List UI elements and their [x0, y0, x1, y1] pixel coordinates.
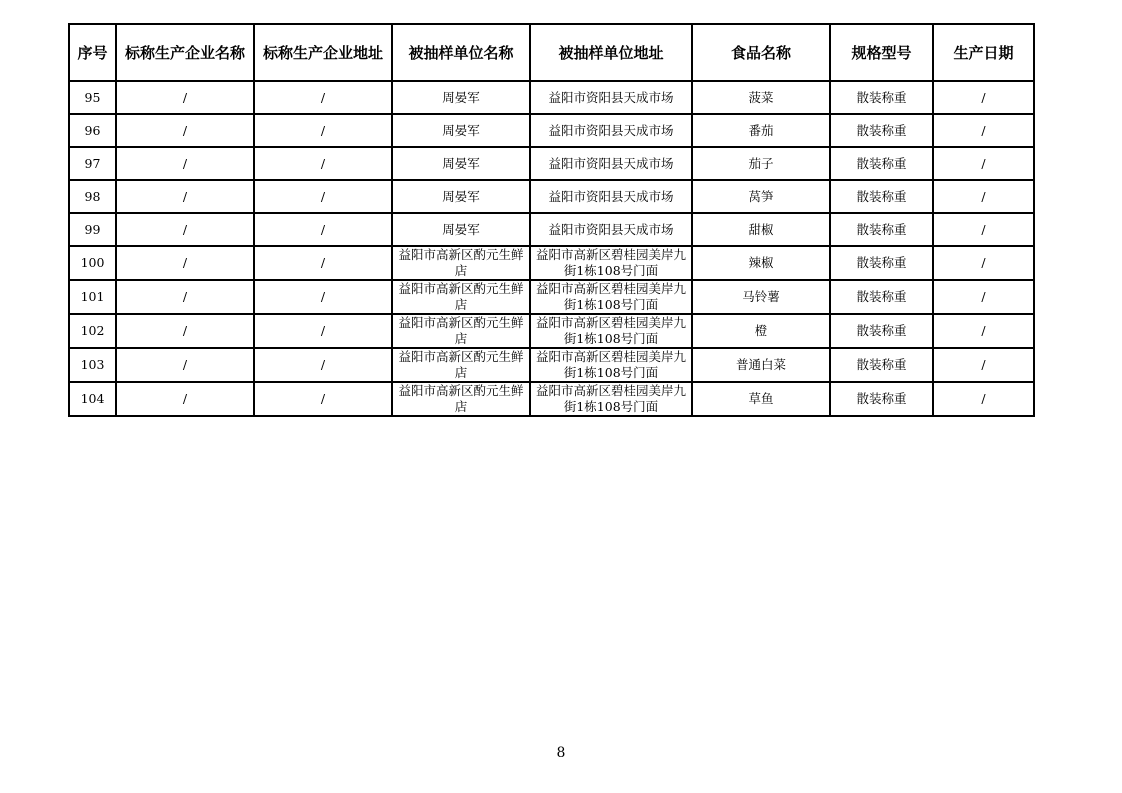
cell-specification: 散装称重 — [830, 147, 933, 180]
cell-sampled-unit-name: 益阳市高新区酌元生鲜店 — [392, 280, 530, 314]
cell-specification: 散装称重 — [830, 382, 933, 416]
cell-manufacturer-address: / — [254, 348, 392, 382]
cell-food-name: 马铃薯 — [692, 280, 830, 314]
cell-serial: 100 — [69, 246, 116, 280]
cell-manufacturer-name: / — [116, 147, 254, 180]
cell-sampled-unit-address: 益阳市资阳县天成市场 — [530, 180, 692, 213]
cell-food-name: 橙 — [692, 314, 830, 348]
table-row — [69, 180, 1034, 213]
cell-specification: 散装称重 — [830, 246, 933, 280]
cell-sampled-unit-name: 周晏军 — [392, 147, 530, 180]
col-header-manufacturer-name: 标称生产企业名称 — [116, 24, 254, 81]
table-row — [69, 348, 1034, 382]
col-header-sampled-unit-address: 被抽样单位地址 — [530, 24, 692, 81]
cell-manufacturer-name: / — [116, 348, 254, 382]
cell-sampled-unit-name: 周晏军 — [392, 213, 530, 246]
cell-manufacturer-name: / — [116, 314, 254, 348]
cell-production-date: / — [933, 81, 1034, 114]
cell-sampled-unit-address: 益阳市高新区碧桂园美岸九街1栋108号门面 — [530, 314, 692, 348]
table-row — [69, 280, 1034, 314]
cell-food-name: 莴笋 — [692, 180, 830, 213]
cell-serial: 99 — [69, 213, 116, 246]
cell-food-name: 普通白菜 — [692, 348, 830, 382]
cell-production-date: / — [933, 348, 1034, 382]
cell-sampled-unit-address: 益阳市资阳县天成市场 — [530, 147, 692, 180]
cell-sampled-unit-address: 益阳市高新区碧桂园美岸九街1栋108号门面 — [530, 280, 692, 314]
cell-serial: 97 — [69, 147, 116, 180]
cell-production-date: / — [933, 382, 1034, 416]
cell-food-name: 甜椒 — [692, 213, 830, 246]
cell-food-name: 茄子 — [692, 147, 830, 180]
cell-sampled-unit-address: 益阳市高新区碧桂园美岸九街1栋108号门面 — [530, 382, 692, 416]
cell-production-date: / — [933, 280, 1034, 314]
cell-manufacturer-address: / — [254, 180, 392, 213]
cell-specification: 散装称重 — [830, 280, 933, 314]
cell-manufacturer-name: / — [116, 280, 254, 314]
cell-specification: 散装称重 — [830, 348, 933, 382]
cell-sampled-unit-address: 益阳市资阳县天成市场 — [530, 81, 692, 114]
table-row — [69, 314, 1034, 348]
sampling-results-table — [68, 23, 1035, 417]
cell-manufacturer-name: / — [116, 213, 254, 246]
cell-sampled-unit-address: 益阳市高新区碧桂园美岸九街1栋108号门面 — [530, 348, 692, 382]
cell-manufacturer-address: / — [254, 213, 392, 246]
cell-production-date: / — [933, 246, 1034, 280]
table-row — [69, 246, 1034, 280]
cell-manufacturer-address: / — [254, 81, 392, 114]
cell-sampled-unit-name: 益阳市高新区酌元生鲜店 — [392, 348, 530, 382]
cell-food-name: 菠菜 — [692, 81, 830, 114]
cell-manufacturer-address: / — [254, 147, 392, 180]
col-header-manufacturer-address: 标称生产企业地址 — [254, 24, 392, 81]
cell-serial: 96 — [69, 114, 116, 147]
cell-manufacturer-address: / — [254, 314, 392, 348]
cell-sampled-unit-name: 周晏军 — [392, 114, 530, 147]
cell-serial: 95 — [69, 81, 116, 114]
cell-specification: 散装称重 — [830, 180, 933, 213]
cell-manufacturer-name: / — [116, 81, 254, 114]
cell-production-date: / — [933, 213, 1034, 246]
cell-serial: 104 — [69, 382, 116, 416]
header-row — [69, 24, 1034, 81]
col-header-food-name: 食品名称 — [692, 24, 830, 81]
cell-production-date: / — [933, 147, 1034, 180]
cell-sampled-unit-address: 益阳市资阳县天成市场 — [530, 213, 692, 246]
cell-manufacturer-name: / — [116, 246, 254, 280]
cell-food-name: 草鱼 — [692, 382, 830, 416]
cell-sampled-unit-name: 益阳市高新区酌元生鲜店 — [392, 382, 530, 416]
cell-specification: 散装称重 — [830, 114, 933, 147]
cell-specification: 散装称重 — [830, 81, 933, 114]
cell-manufacturer-address: / — [254, 382, 392, 416]
cell-sampled-unit-name: 益阳市高新区酌元生鲜店 — [392, 314, 530, 348]
cell-serial: 102 — [69, 314, 116, 348]
table-row — [69, 382, 1034, 416]
cell-sampled-unit-name: 益阳市高新区酌元生鲜店 — [392, 246, 530, 280]
cell-production-date: / — [933, 314, 1034, 348]
table-row — [69, 213, 1034, 246]
cell-specification: 散装称重 — [830, 314, 933, 348]
cell-food-name: 辣椒 — [692, 246, 830, 280]
col-header-production-date: 生产日期 — [933, 24, 1034, 81]
table-row — [69, 114, 1034, 147]
cell-sampled-unit-address: 益阳市资阳县天成市场 — [530, 114, 692, 147]
page-number: 8 — [556, 745, 566, 761]
cell-specification: 散装称重 — [830, 213, 933, 246]
cell-serial: 103 — [69, 348, 116, 382]
cell-serial: 98 — [69, 180, 116, 213]
col-header-serial: 序号 — [69, 24, 116, 81]
cell-manufacturer-name: / — [116, 114, 254, 147]
table-row — [69, 81, 1034, 114]
cell-production-date: / — [933, 114, 1034, 147]
cell-manufacturer-address: / — [254, 114, 392, 147]
cell-food-name: 番茄 — [692, 114, 830, 147]
cell-manufacturer-address: / — [254, 280, 392, 314]
col-header-specification: 规格型号 — [830, 24, 933, 81]
cell-sampled-unit-address: 益阳市高新区碧桂园美岸九街1栋108号门面 — [530, 246, 692, 280]
cell-manufacturer-name: / — [116, 180, 254, 213]
cell-production-date: / — [933, 180, 1034, 213]
table-row — [69, 147, 1034, 180]
cell-manufacturer-address: / — [254, 246, 392, 280]
cell-sampled-unit-name: 周晏军 — [392, 81, 530, 114]
col-header-sampled-unit-name: 被抽样单位名称 — [392, 24, 530, 81]
cell-sampled-unit-name: 周晏军 — [392, 180, 530, 213]
cell-serial: 101 — [69, 280, 116, 314]
cell-manufacturer-name: / — [116, 382, 254, 416]
